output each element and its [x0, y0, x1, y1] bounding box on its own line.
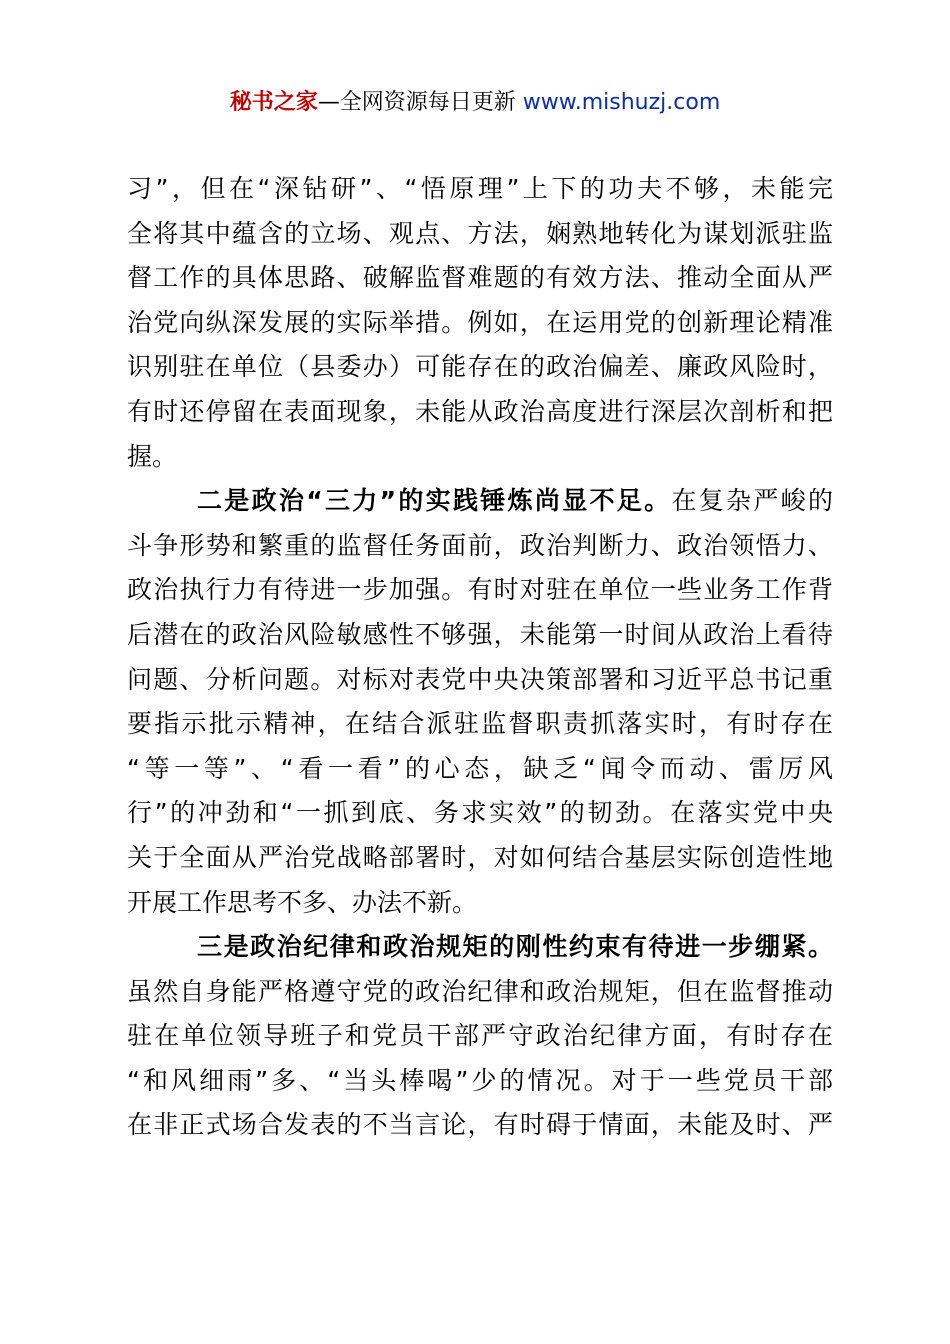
- text-line: 督工作的具体思路、破解监督难题的有效方法、推动全面从严: [127, 263, 833, 293]
- site-header: [0, 88, 950, 118]
- text-line: 后潜在的政治风险敏感性不够强，未能第一时间从政治上看待: [127, 619, 833, 649]
- paragraph-heading: 二是政治“三力”的实践锤炼尚显不足。: [197, 486, 672, 516]
- text-line: 要指示批示精神，在结合派驻监督职责抓落实时，有时存在: [127, 709, 833, 739]
- text-line: “等一等”、“看一看”的心态，缺乏“闻令而动、雷厉风: [127, 753, 833, 783]
- text-line: “和风细雨”多、“当头棒喝”少的情况。对于一些党员干部: [127, 1065, 833, 1095]
- text-line: 有时还停留在表面现象，未能从政治高度进行深层次剖析和把: [127, 396, 833, 426]
- document-body: [127, 167, 833, 1148]
- text-line: 政治执行力有待进一步加强。有时对驻在单位一些业务工作背: [127, 575, 833, 605]
- paragraph: [127, 167, 833, 479]
- text-line: 握。: [127, 441, 178, 471]
- text-line: 问题、分析问题。对标对表党中央决策部署和习近平总书记重: [127, 664, 833, 694]
- text-line: 习”，但在“深钻研”、“悟原理”上下的功夫不够，未能完: [127, 174, 833, 203]
- paragraph-first-line: [127, 925, 833, 970]
- paragraph: [127, 925, 833, 1148]
- site-brand: 秘书之家: [229, 90, 318, 115]
- text-line: 识别驻在单位（县委办）可能存在的政治偏差、廉政风险时，: [127, 352, 833, 382]
- text-line: 全将其中蕴含的立场、观点、方法，娴熟地转化为谋划派驻监: [127, 218, 833, 248]
- text-line: 在非正式场合发表的不当言论，有时碍于情面，未能及时、严: [127, 1110, 833, 1140]
- text-line: 行”的冲劲和“一抓到底、务求实效”的韧劲。在落实党中央: [127, 798, 833, 828]
- paragraph-lead-text: 在复杂严峻的: [671, 486, 833, 516]
- paragraph-heading: 三是政治纪律和政治规矩的刚性约束有待进一步绷紧。: [197, 932, 833, 962]
- paragraph-first-line: [127, 479, 833, 524]
- text-line: 开展工作思考不多、办法不新。: [127, 887, 478, 917]
- text-line: 驻在单位领导班子和党员干部严守政治纪律方面，有时存在: [127, 1021, 833, 1051]
- text-line: 斗争形势和繁重的监督任务面前，政治判断力、政治领悟力、: [127, 530, 833, 560]
- text-line: 治党向纵深发展的实际举措。例如，在运用党的创新理论精准: [127, 307, 833, 337]
- text-line: 虽然自身能严格遵守党的政治纪律和政治规矩，但在监督推动: [127, 976, 833, 1006]
- site-tagline: —全网资源每日更新: [317, 90, 523, 115]
- site-url-link[interactable]: www.mishuzj.com: [522, 90, 721, 115]
- paragraph: [127, 479, 833, 925]
- text-line: 关于全面从严治党战略部署时，对如何结合基层实际创造性地: [127, 842, 833, 872]
